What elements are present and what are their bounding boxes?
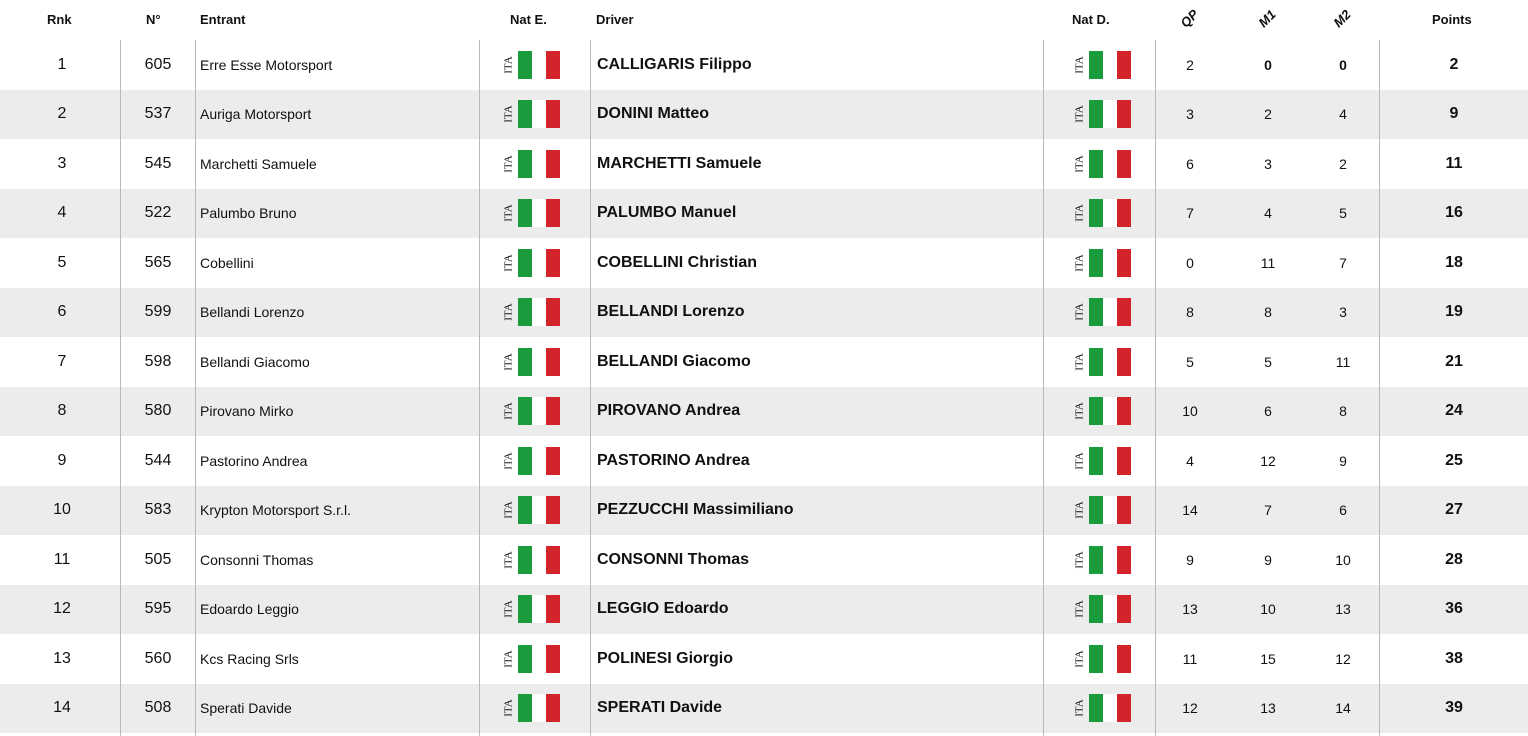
entrant-nationality-cell [480,40,582,90]
m1-cell: 7 [1264,502,1272,519]
header-rnk: Rnk [47,12,72,27]
flag-country-code: ITA [502,105,515,123]
m1-cell: 4 [1264,205,1272,222]
entrant-nationality-cell [480,139,582,189]
qp-cell: 7 [1186,205,1194,222]
header-qp: QP [1177,6,1202,31]
flag-country-code: ITA [502,551,515,569]
driver-nationality-cell [1045,288,1159,338]
italy-flag-icon [1073,397,1131,425]
italy-flag-icon [1073,645,1131,673]
qp-cell: 3 [1186,106,1194,123]
m1-cell: 2 [1264,106,1272,123]
header-nat-entrant: Nat E. [510,12,547,27]
driver-cell: PALUMBO Manuel [597,204,737,222]
rank-cell: 10 [53,501,71,519]
entrant-nationality-cell [480,189,582,239]
m2-cell: 13 [1335,601,1351,618]
flag-country-code: ITA [1073,452,1086,470]
rank-cell: 3 [57,154,67,172]
driver-nationality-cell [1045,387,1159,437]
flag-country-code: ITA [1073,600,1086,618]
entrant-nationality-cell [480,387,582,437]
car-number-cell: 599 [144,303,172,321]
rank-cell: 4 [57,204,67,222]
entrant-nationality-cell [480,288,582,338]
entrant-nationality-cell [480,634,582,684]
entrant-nationality-cell [480,90,582,140]
table-row [0,189,1528,239]
entrant-cell: Sperati Davide [200,700,292,717]
rank-cell: 9 [57,451,67,469]
car-number-cell: 537 [144,105,172,123]
entrant-nationality-cell [480,337,582,387]
italy-flag-icon [1073,546,1131,574]
header-driver: Driver [596,12,634,27]
driver-cell: MARCHETTI Samuele [597,154,762,172]
entrant-nationality-cell [480,684,582,734]
entrant-cell: Marchetti Samuele [200,155,317,172]
points-cell: 21 [1445,352,1463,370]
table-row [0,486,1528,536]
m2-cell: 12 [1335,650,1351,667]
driver-nationality-cell [1045,189,1159,239]
driver-cell: LEGGIO Edoardo [597,600,729,618]
m2-cell: 9 [1339,452,1347,469]
table-row [0,288,1528,338]
column-divider [1155,40,1156,736]
flag-country-code: ITA [502,452,515,470]
car-number-cell: 605 [144,55,172,73]
qp-cell: 5 [1186,353,1194,370]
points-cell: 25 [1445,451,1463,469]
header-entrant: Entrant [200,12,246,27]
flag-country-code: ITA [502,501,515,519]
points-cell: 39 [1445,699,1463,717]
rank-cell: 7 [57,352,67,370]
flag-country-code: ITA [502,650,515,668]
entrant-cell: Consonni Thomas [200,551,314,568]
m1-cell: 10 [1260,601,1276,618]
driver-cell: POLINESI Giorgio [597,649,734,667]
flag-country-code: ITA [1073,551,1086,569]
flag-country-code: ITA [502,204,515,222]
entrant-nationality-cell [480,535,582,585]
qp-cell: 2 [1186,56,1194,73]
car-number-cell: 544 [144,451,172,469]
flag-country-code: ITA [502,402,515,420]
entrant-nationality-cell [480,238,582,288]
m1-cell: 5 [1264,353,1272,370]
table-row [0,585,1528,635]
m1-cell: 6 [1264,403,1272,420]
entrant-cell: Auriga Motorsport [200,106,312,123]
qp-cell: 10 [1182,403,1198,420]
m1-cell: 13 [1260,700,1276,717]
driver-cell: PASTORINO Andrea [597,451,750,469]
qp-cell: 0 [1186,254,1194,271]
italy-flag-icon [502,546,560,574]
m2-cell: 11 [1335,353,1351,370]
driver-cell: BELLANDI Lorenzo [597,303,745,321]
driver-cell: SPERATI Davide [597,699,723,717]
table-row [0,634,1528,684]
entrant-cell: Palumbo Bruno [200,205,297,222]
points-cell: 2 [1449,55,1459,73]
flag-country-code: ITA [1073,501,1086,519]
entrant-cell: Kcs Racing Srls [200,650,299,667]
driver-nationality-cell [1045,40,1159,90]
italy-flag-icon [502,51,560,79]
qp-cell: 8 [1186,304,1194,321]
italy-flag-icon [502,150,560,178]
points-cell: 18 [1445,253,1463,271]
car-number-cell: 583 [144,501,172,519]
table-row [0,40,1528,90]
points-cell: 38 [1445,649,1463,667]
italy-flag-icon [1073,694,1131,722]
flag-country-code: ITA [502,56,515,74]
italy-flag-icon [502,496,560,524]
car-number-cell: 560 [144,649,172,667]
table-header [0,0,1528,40]
flag-country-code: ITA [1073,650,1086,668]
driver-nationality-cell [1045,90,1159,140]
m1-cell: 8 [1264,304,1272,321]
m1-cell: 12 [1260,452,1276,469]
qp-cell: 13 [1182,601,1198,618]
header-m1: M1 [1255,6,1279,31]
m1-cell: 3 [1264,155,1272,172]
column-divider [479,40,480,736]
points-cell: 19 [1445,303,1463,321]
driver-nationality-cell [1045,436,1159,486]
flag-country-code: ITA [1073,699,1086,717]
m2-cell: 6 [1339,502,1347,519]
italy-flag-icon [502,298,560,326]
driver-nationality-cell [1045,238,1159,288]
driver-cell: COBELLINI Christian [597,253,758,271]
driver-nationality-cell [1045,535,1159,585]
table-row [0,139,1528,189]
car-number-cell: 522 [144,204,172,222]
italy-flag-icon [1073,51,1131,79]
table-row [0,238,1528,288]
entrant-cell: Edoardo Leggio [200,601,299,618]
table-row [0,535,1528,585]
car-number-cell: 565 [144,253,172,271]
m1-cell: 0 [1264,56,1272,73]
car-number-cell: 545 [144,154,172,172]
entrant-nationality-cell [480,585,582,635]
column-divider [120,40,121,736]
flag-country-code: ITA [502,254,515,272]
m2-cell: 2 [1339,155,1347,172]
column-divider [590,40,591,736]
flag-country-code: ITA [1073,56,1086,74]
column-divider [1379,40,1380,736]
flag-country-code: ITA [1073,353,1086,371]
flag-country-code: ITA [1073,105,1086,123]
driver-cell: PIROVANO Andrea [597,402,741,420]
m2-cell: 3 [1339,304,1347,321]
driver-nationality-cell [1045,139,1159,189]
flag-country-code: ITA [1073,155,1086,173]
driver-cell: BELLANDI Giacomo [597,352,751,370]
italy-flag-icon [502,447,560,475]
italy-flag-icon [1073,348,1131,376]
m2-cell: 14 [1335,700,1351,717]
entrant-cell: Pirovano Mirko [200,403,294,420]
m1-cell: 11 [1260,254,1276,271]
entrant-cell: Krypton Motorsport S.r.l. [200,502,351,519]
italy-flag-icon [502,694,560,722]
driver-nationality-cell [1045,684,1159,734]
flag-country-code: ITA [502,155,515,173]
italy-flag-icon [1073,150,1131,178]
qp-cell: 14 [1182,502,1198,519]
flag-country-code: ITA [1073,303,1086,321]
header-points: Points [1432,12,1472,27]
rank-cell: 8 [57,402,67,420]
m2-cell: 0 [1339,56,1347,73]
car-number-cell: 580 [144,402,172,420]
italy-flag-icon [502,100,560,128]
qp-cell: 6 [1186,155,1194,172]
rank-cell: 6 [57,303,67,321]
qp-cell: 4 [1186,452,1194,469]
italy-flag-icon [1073,199,1131,227]
car-number-cell: 598 [144,352,172,370]
points-cell: 28 [1445,550,1463,568]
entrant-cell: Erre Esse Motorsport [200,56,333,73]
rank-cell: 2 [57,105,67,123]
flag-country-code: ITA [1073,204,1086,222]
italy-flag-icon [502,595,560,623]
flag-country-code: ITA [502,353,515,371]
italy-flag-icon [1073,298,1131,326]
points-cell: 16 [1445,204,1463,222]
italy-flag-icon [1073,447,1131,475]
entrant-cell: Cobellini [200,254,254,271]
rank-cell: 1 [57,55,67,73]
driver-cell: CONSONNI Thomas [597,550,750,568]
entrant-nationality-cell [480,436,582,486]
standings-table-body [0,40,1528,733]
table-row [0,90,1528,140]
entrant-cell: Bellandi Lorenzo [200,304,305,321]
m2-cell: 8 [1339,403,1347,420]
column-divider [1043,40,1044,736]
flag-country-code: ITA [502,600,515,618]
points-cell: 36 [1445,600,1463,618]
italy-flag-icon [1073,496,1131,524]
table-row [0,436,1528,486]
rank-cell: 13 [53,649,71,667]
italy-flag-icon [1073,595,1131,623]
m2-cell: 4 [1339,106,1347,123]
entrant-cell: Bellandi Giacomo [200,353,310,370]
flag-country-code: ITA [1073,254,1086,272]
header-nat-driver: Nat D. [1072,12,1110,27]
table-row [0,337,1528,387]
italy-flag-icon [502,645,560,673]
m2-cell: 10 [1335,551,1351,568]
points-cell: 11 [1445,154,1463,172]
driver-nationality-cell [1045,585,1159,635]
italy-flag-icon [1073,249,1131,277]
table-row [0,684,1528,734]
qp-cell: 9 [1186,551,1194,568]
car-number-cell: 508 [144,699,172,717]
qp-cell: 11 [1182,650,1198,667]
m1-cell: 9 [1264,551,1272,568]
driver-nationality-cell [1045,486,1159,536]
flag-country-code: ITA [502,303,515,321]
car-number-cell: 595 [144,600,172,618]
rank-cell: 12 [53,600,71,618]
italy-flag-icon [1073,100,1131,128]
points-cell: 27 [1445,501,1463,519]
rank-cell: 11 [53,550,71,568]
driver-nationality-cell [1045,337,1159,387]
m2-cell: 5 [1339,205,1347,222]
m2-cell: 7 [1339,254,1347,271]
points-cell: 24 [1445,402,1463,420]
column-divider [195,40,196,736]
entrant-nationality-cell [480,486,582,536]
header-m2: M2 [1330,6,1354,31]
driver-cell: CALLIGARIS Filippo [597,55,752,73]
entrant-cell: Pastorino Andrea [200,452,308,469]
rank-cell: 14 [53,699,71,717]
italy-flag-icon [502,199,560,227]
car-number-cell: 505 [144,550,172,568]
m1-cell: 15 [1260,650,1276,667]
rank-cell: 5 [57,253,67,271]
driver-nationality-cell [1045,634,1159,684]
italy-flag-icon [502,397,560,425]
header-number: N° [146,12,161,27]
points-cell: 9 [1449,105,1459,123]
italy-flag-icon [502,249,560,277]
driver-cell: DONINI Matteo [597,105,709,123]
flag-country-code: ITA [502,699,515,717]
qp-cell: 12 [1182,700,1198,717]
table-row [0,387,1528,437]
italy-flag-icon [502,348,560,376]
flag-country-code: ITA [1073,402,1086,420]
driver-cell: PEZZUCCHI Massimiliano [597,501,794,519]
